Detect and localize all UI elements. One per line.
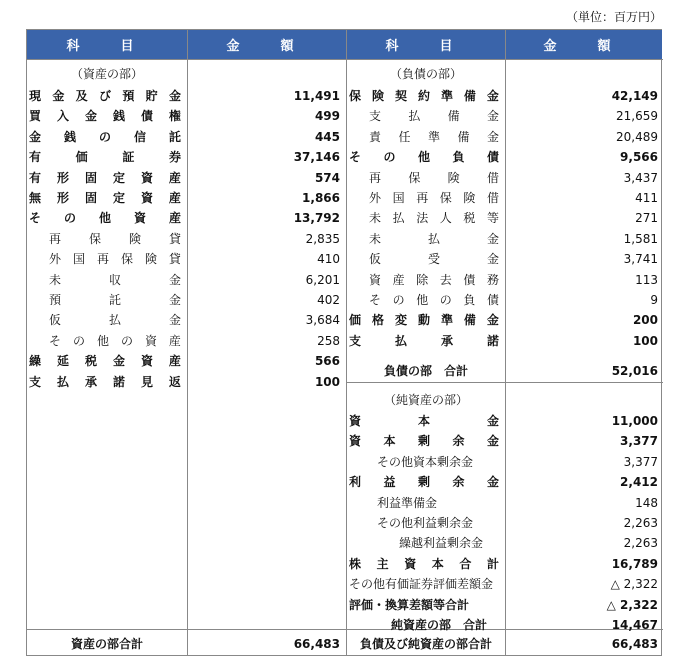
liability-value: 271 xyxy=(635,211,658,226)
liability-label: 再 保 険 借 xyxy=(369,170,499,185)
net-asset-label: 資 本 剰 余 金 xyxy=(349,434,499,449)
liabilities-total-value: 52,016 xyxy=(611,364,658,378)
net-asset-value: △ 2,322 xyxy=(610,577,658,592)
net-asset-value: 16,789 xyxy=(611,556,658,571)
liability-row xyxy=(27,331,663,351)
asset-label: そ の 他 資 産 xyxy=(29,211,181,226)
liability-label: そ の 他 負 債 xyxy=(349,150,499,165)
net-asset-row xyxy=(27,411,663,431)
net-asset-row xyxy=(27,513,663,533)
liability-row xyxy=(27,127,663,147)
net-asset-row xyxy=(27,554,663,574)
net-asset-row xyxy=(27,472,663,492)
liability-value: 411 xyxy=(635,191,658,205)
net-asset-value: 2,412 xyxy=(620,475,658,490)
assets-total-row xyxy=(27,634,187,654)
asset-label: 現 金 及 び 預 貯 金 xyxy=(29,89,181,103)
header-amount-right: 金 額 xyxy=(506,30,662,59)
asset-label: 再 保 険 貸 xyxy=(49,231,181,246)
liability-value: 9 xyxy=(650,293,658,307)
net-asset-label: 純資産の部 合計 xyxy=(391,618,488,632)
assets-section-label: （資産の部） xyxy=(70,67,143,81)
liability-row xyxy=(27,270,663,290)
net-asset-value: 11,000 xyxy=(611,414,658,428)
net-asset-label: その他利益剰余金 xyxy=(377,516,474,530)
net-asset-row xyxy=(27,615,663,635)
asset-value: 445 xyxy=(314,129,340,144)
asset-label: 有 価 証 券 xyxy=(29,150,181,165)
liability-label: そ の 他 の 負 債 xyxy=(369,293,499,307)
liability-label: 支 払 備 金 xyxy=(369,109,499,124)
liability-label: 価 格 変 動 準 備 金 xyxy=(349,313,499,328)
divider xyxy=(27,59,663,60)
header-item-right: 科 目 xyxy=(347,30,505,59)
liability-label: 支 払 承 諾 xyxy=(349,333,499,348)
net-asset-value: 2,263 xyxy=(623,516,658,530)
net-asset-row xyxy=(27,431,663,451)
net-asset-label: 利 益 剰 余 金 xyxy=(349,475,499,490)
liability-value: 9,566 xyxy=(620,150,658,165)
asset-value: 3,684 xyxy=(305,313,340,328)
grand-total-value: 66,483 xyxy=(611,637,658,651)
net-asset-label: 評価・換算差額等合計 xyxy=(349,597,470,612)
liability-value: 1,581 xyxy=(623,231,658,246)
net-asset-value: 3,377 xyxy=(623,454,658,469)
liability-row xyxy=(27,86,663,106)
asset-label: 支 払 承 諾 見 返 xyxy=(29,374,181,389)
net-asset-value: △ 2,322 xyxy=(606,597,658,612)
assets-total-label: 資産の部合計 xyxy=(70,637,143,651)
liability-row xyxy=(27,168,663,188)
asset-value: 566 xyxy=(314,354,340,369)
liability-label: 未 払 金 xyxy=(369,231,499,246)
asset-value: 11,491 xyxy=(293,89,340,103)
asset-label: 外 国 再 保 険 貸 xyxy=(49,252,181,267)
asset-label: 買 入 金 銭 債 権 xyxy=(29,109,181,124)
asset-label: そ の 他 の 資 産 xyxy=(49,333,181,348)
asset-value: 37,146 xyxy=(293,150,340,165)
assets-total-value-row xyxy=(188,634,346,654)
liability-label: 責 任 準 備 金 xyxy=(369,129,499,144)
asset-value: 499 xyxy=(314,109,340,124)
net-asset-row xyxy=(27,452,663,472)
liability-row xyxy=(27,290,663,310)
header-amount-left: 金 額 xyxy=(188,30,346,59)
liability-label: 資 産 除 去 債 務 xyxy=(369,272,499,287)
asset-label: 繰 延 税 金 資 産 xyxy=(29,354,181,369)
liability-label: 保 険 契 約 準 備 金 xyxy=(349,89,499,103)
net-asset-label: 資 本 金 xyxy=(349,414,499,428)
asset-label: 仮 払 金 xyxy=(49,313,181,328)
liability-row xyxy=(27,188,663,208)
asset-value: 2,835 xyxy=(305,231,340,246)
liabilities-section-label: （負債の部） xyxy=(389,67,462,81)
liability-label: 仮 受 金 xyxy=(369,252,499,267)
net-asset-value: 3,377 xyxy=(620,434,658,449)
liability-row xyxy=(27,229,663,249)
assets-total-value: 66,483 xyxy=(293,637,340,651)
unit-label: （単位：百万円） xyxy=(565,10,662,24)
grand-total-label: 負債及び純資産の部合計 xyxy=(359,637,492,651)
asset-value: 6,201 xyxy=(305,272,340,287)
net-asset-label: 利益準備金 xyxy=(377,495,438,510)
net-asset-value: 2,263 xyxy=(623,536,658,551)
net-asset-label: 繰越利益剰余金 xyxy=(399,536,484,551)
asset-value: 13,792 xyxy=(293,211,340,226)
asset-label: 金 銭 の 信 託 xyxy=(29,129,181,144)
liability-value: 20,489 xyxy=(616,129,658,144)
asset-value: 258 xyxy=(317,333,340,348)
net-asset-value: 148 xyxy=(635,495,658,510)
liabilities-total-label: 負債の部 合計 xyxy=(383,364,468,378)
asset-label: 有 形 固 定 資 産 xyxy=(29,170,181,185)
liability-row xyxy=(27,310,663,330)
liability-value: 42,149 xyxy=(611,89,658,103)
net-asset-label: その他有価証券評価差額金 xyxy=(349,577,494,592)
net-assets-section-label: （純資産の部） xyxy=(383,393,468,407)
liability-row xyxy=(27,147,663,167)
liability-label: 外 国 再 保 険 借 xyxy=(369,191,499,205)
net-asset-label: その他資本剰余金 xyxy=(377,454,474,469)
net-asset-row xyxy=(27,493,663,513)
balance-sheet-table xyxy=(26,29,662,656)
asset-label: 無 形 固 定 資 産 xyxy=(29,191,181,205)
asset-value: 410 xyxy=(317,252,340,267)
asset-value: 574 xyxy=(314,170,340,185)
liabilities-total-row xyxy=(27,361,663,381)
liability-value: 113 xyxy=(635,272,658,287)
liability-value: 3,741 xyxy=(623,252,658,267)
net-asset-row xyxy=(27,533,663,553)
liability-label: 未 払 法 人 税 等 xyxy=(369,211,499,226)
grand-total-row xyxy=(347,634,505,654)
net-asset-label: 株 主 資 本 合 計 xyxy=(349,556,499,571)
net-asset-value: 14,467 xyxy=(611,618,658,632)
liability-value: 100 xyxy=(632,333,658,348)
asset-label: 預 託 金 xyxy=(49,293,181,307)
asset-value: 402 xyxy=(317,293,340,307)
asset-value: 100 xyxy=(314,374,340,389)
asset-label: 未 収 金 xyxy=(49,272,181,287)
liability-row xyxy=(27,106,663,126)
liability-row xyxy=(27,208,663,228)
net-asset-row xyxy=(27,595,663,615)
grand-total-value-row xyxy=(506,634,663,654)
header-item-left: 科 目 xyxy=(27,30,187,59)
liability-value: 200 xyxy=(632,313,658,328)
liability-value: 3,437 xyxy=(623,170,658,185)
net-asset-row xyxy=(27,574,663,594)
liability-row xyxy=(27,249,663,269)
liability-value: 21,659 xyxy=(616,109,658,124)
asset-value: 1,866 xyxy=(302,191,340,205)
